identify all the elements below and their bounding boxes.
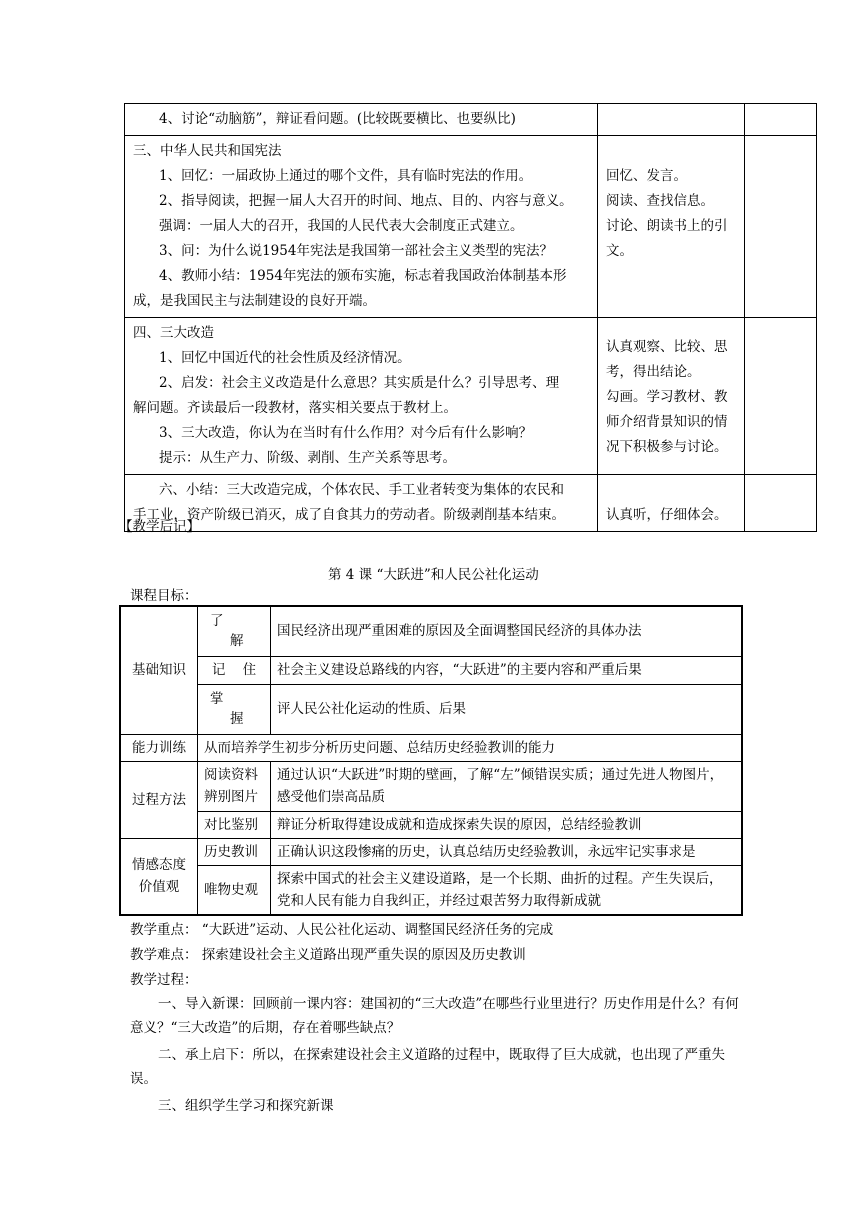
- text-line: 2、启发：社会主义改造是什么意思？其实质是什么？引导思考、理: [159, 375, 560, 391]
- text-line: 1、回忆：一届政协上通过的哪个文件，具有临时宪法的作用。: [159, 168, 533, 184]
- goals-label: 课程目标：: [130, 588, 198, 604]
- teaching-table: [124, 103, 817, 532]
- text-line: 阅读、查找信息。: [606, 193, 714, 209]
- cell-empty: [745, 318, 817, 475]
- process-label: 教学过程：: [130, 972, 198, 988]
- goal-text: 辩证分析取得建设成就和造成探索失误的原因，总结经验教训: [271, 811, 743, 838]
- goal-text: 正确认识这段惨痛的历史，认真总结历史经验教训，永远牢记实事求是: [271, 838, 743, 865]
- text-line: 勾画。学习教材、教: [606, 389, 728, 405]
- cell-student-activity: [598, 318, 745, 475]
- cell-empty: [598, 104, 745, 136]
- text-line: 解问题。齐读最后一段教材，落实相关要点于教材上。: [133, 400, 457, 416]
- value-materialism: 唯物史观: [198, 865, 271, 915]
- text-line: 提示：从生产力、阶级、剥削、生产关系等思考。: [159, 450, 456, 466]
- cell-empty: [745, 104, 817, 136]
- text-line: 文。: [606, 243, 633, 259]
- category-ability: 能力训练: [120, 734, 198, 761]
- text-line: 六、小结：三大改造完成，个体农民、手工业者转变为集体的农民和: [159, 482, 564, 498]
- cell-student-activity: [598, 136, 745, 318]
- cell-three-reforms: [125, 318, 598, 475]
- text-line: 认真听，仔细体会。: [606, 507, 728, 523]
- text-line: 认真观察、比较、思: [606, 339, 728, 355]
- text-line: 考，得出结论。: [606, 364, 701, 380]
- goal-text: 通过认识“大跃进”时期的壁画，了解“左”倾错误实质；通过先进人物图片，感受他们崇高品质: [271, 761, 743, 811]
- step-intro: 一、导入新课：回顾前一课内容：建国初的“三大改造”在哪些行业里进行？历史作用是什么？有何意义？“三大改造”的后期，存在着哪些缺点？: [130, 996, 739, 1036]
- text-line: 讨论、朗读书上的引: [606, 218, 728, 234]
- text-line: 3、问：为什么说1954年宪法是我国第一部社会主义类型的宪法？: [159, 243, 553, 259]
- text-line: 手工业，资产阶级已消灭，成了自食其力的劳动者。阶级剥削基本结束。: [133, 507, 565, 523]
- method-comparison: 对比鉴别: [198, 811, 271, 838]
- key-point: 教学重点： “大跃进”运动、人民公社化运动、调整国民经济任务的完成: [130, 922, 554, 938]
- method-reading: 阅读资料 辨别图片: [198, 761, 271, 811]
- postscript-label: 【教学后记】: [119, 519, 200, 535]
- text-line: 1、回忆中国近代的社会性质及经济情况。: [159, 350, 411, 366]
- value-history-lesson: 历史教训: [198, 838, 271, 865]
- section-heading: 三、中华人民共和国宪法: [133, 143, 282, 159]
- text-line: 强调：一届人大的召开，我国的人民代表大会制度正式建立。: [159, 218, 524, 234]
- step-transition: 二、承上启下：所以，在探索建设社会主义道路的过程中，既取得了巨大成就，也出现了严重失误。: [130, 1047, 725, 1087]
- text-line: 4、教师小结：1954年宪法的颁布实施，标志着我国政治体制基本形: [159, 268, 567, 284]
- text-line: 2、指导阅读，把握一届人大召开的时间、地点、目的、内容与意义。: [159, 193, 573, 209]
- goal-text: 社会主义建设总路线的内容，“大跃进”的主要内容和严重后果: [271, 656, 743, 684]
- goal-text: 国民经济出现严重困难的原因及全面调整国民经济的具体办法: [271, 606, 743, 656]
- category-emotion-values: 情感态度 价值观: [120, 838, 198, 915]
- goal-text: 探索中国式的社会主义建设道路，是一个长期、曲折的过程。产生失误后，党和人民有能力自我纠正，并经过艰苦努力取得新成就: [271, 865, 743, 915]
- lesson-title: 第 4 课 “大跃进”和人民公社化运动: [328, 567, 539, 583]
- cell-discussion: [125, 104, 598, 136]
- level-understand: 了 解: [198, 606, 271, 656]
- step-new-lesson: 三、组织学生学习和探究新课: [158, 1098, 334, 1114]
- cell-student-activity: [598, 475, 745, 532]
- category-basic-knowledge: 基础知识: [120, 606, 198, 734]
- text-line: 4、讨论“动脑筋”，辩证看问题。(比较既要横比、也要纵比): [159, 111, 516, 127]
- text-line: 成，是我国民主与法制建设的良好开端。: [133, 293, 376, 309]
- text-line: 况下积极参与讨论。: [606, 439, 728, 455]
- category-process-method: 过程方法: [120, 761, 198, 838]
- cell-constitution: [125, 136, 598, 318]
- level-remember: 记 住: [198, 656, 271, 684]
- cell-empty: [745, 136, 817, 318]
- cell-empty: [745, 475, 817, 532]
- goal-text: 评人民公社化运动的性质、后果: [271, 684, 743, 734]
- section-heading: 四、三大改造: [133, 325, 214, 341]
- goal-text: 从而培养学生初步分析历史问题、总结历史经验教训的能力: [198, 734, 743, 761]
- text-line: 回忆、发言。: [606, 168, 687, 184]
- course-goals-table: [119, 605, 743, 916]
- difficulty: 教学难点： 探索建设社会主义道路出现严重失误的原因及历史教训: [130, 947, 526, 963]
- level-master: 掌 握: [198, 684, 271, 734]
- text-line: 3、三大改造，你认为在当时有什么作用？对今后有什么影响？: [159, 425, 533, 441]
- text-line: 师介绍背景知识的情: [606, 414, 728, 430]
